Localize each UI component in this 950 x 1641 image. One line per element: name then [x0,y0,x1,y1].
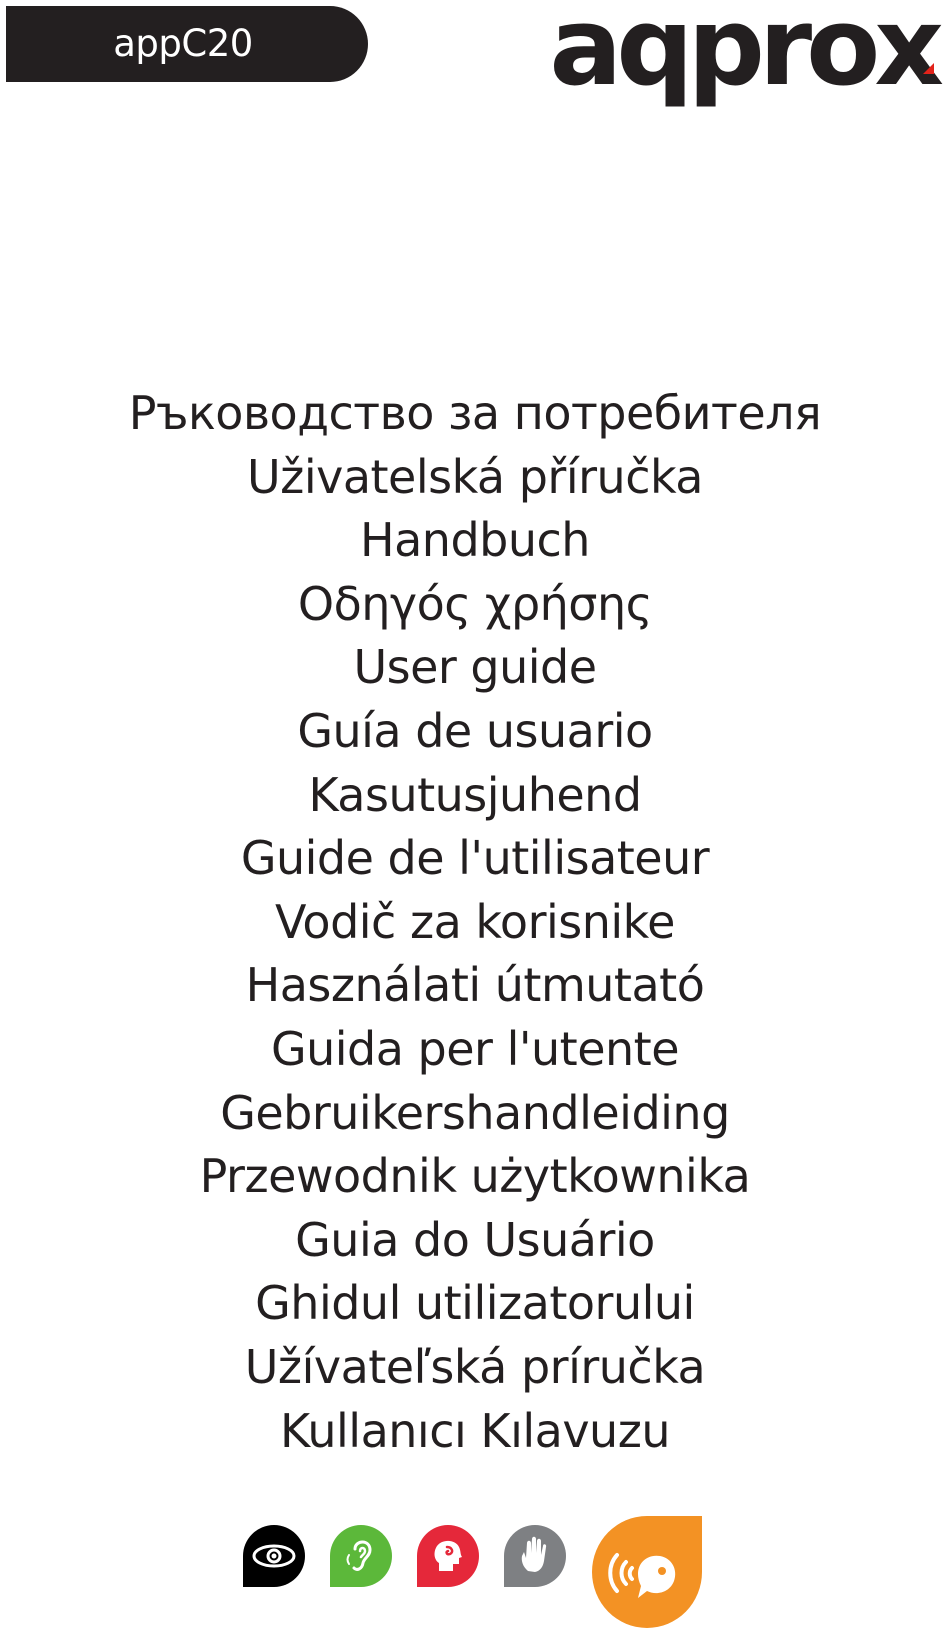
title-estonian: Kasutusjuhend [308,767,642,822]
title-dutch: Gebruikershandleiding [220,1085,730,1140]
title-english: User guide [353,640,597,695]
title-german: Handbuch [360,513,590,568]
user-guide-titles [0,382,950,1463]
title-romanian: Ghidul utilizatorului [255,1276,695,1331]
title-french: Guide de l'utilisateur [240,831,710,886]
hand-icon [504,1525,566,1587]
model-badge [6,6,368,82]
head-icon [417,1525,479,1587]
title-czech: Uživatelská příručka [247,449,703,504]
brand-accent-mark [923,63,934,74]
eye-icon [243,1525,305,1587]
accessibility-icons [0,1500,950,1641]
ear-icon [330,1525,392,1587]
title-bulgarian: Ръководство за потребителя [128,386,822,440]
model-name: appC20 [113,22,253,65]
title-portuguese: Guia do Usuário [295,1212,655,1267]
brand-logo [549,0,938,110]
title-hungarian: Használati útmutató [245,958,705,1013]
title-spanish: Guía de usuario [297,703,653,758]
title-slovak: Užívateľská príručka [244,1339,706,1394]
brand-name: aqprox [549,0,938,110]
title-greek: Οδηγός χρήσης [297,576,653,631]
speaking-face-icon [592,1516,702,1628]
title-croatian: Vodič za korisnike [275,894,675,949]
title-turkish: Kullanıcı Kılavuzu [280,1403,670,1458]
title-polish: Przewodnik użytkownika [199,1149,751,1204]
title-italian: Guida per l'utente [270,1021,680,1076]
